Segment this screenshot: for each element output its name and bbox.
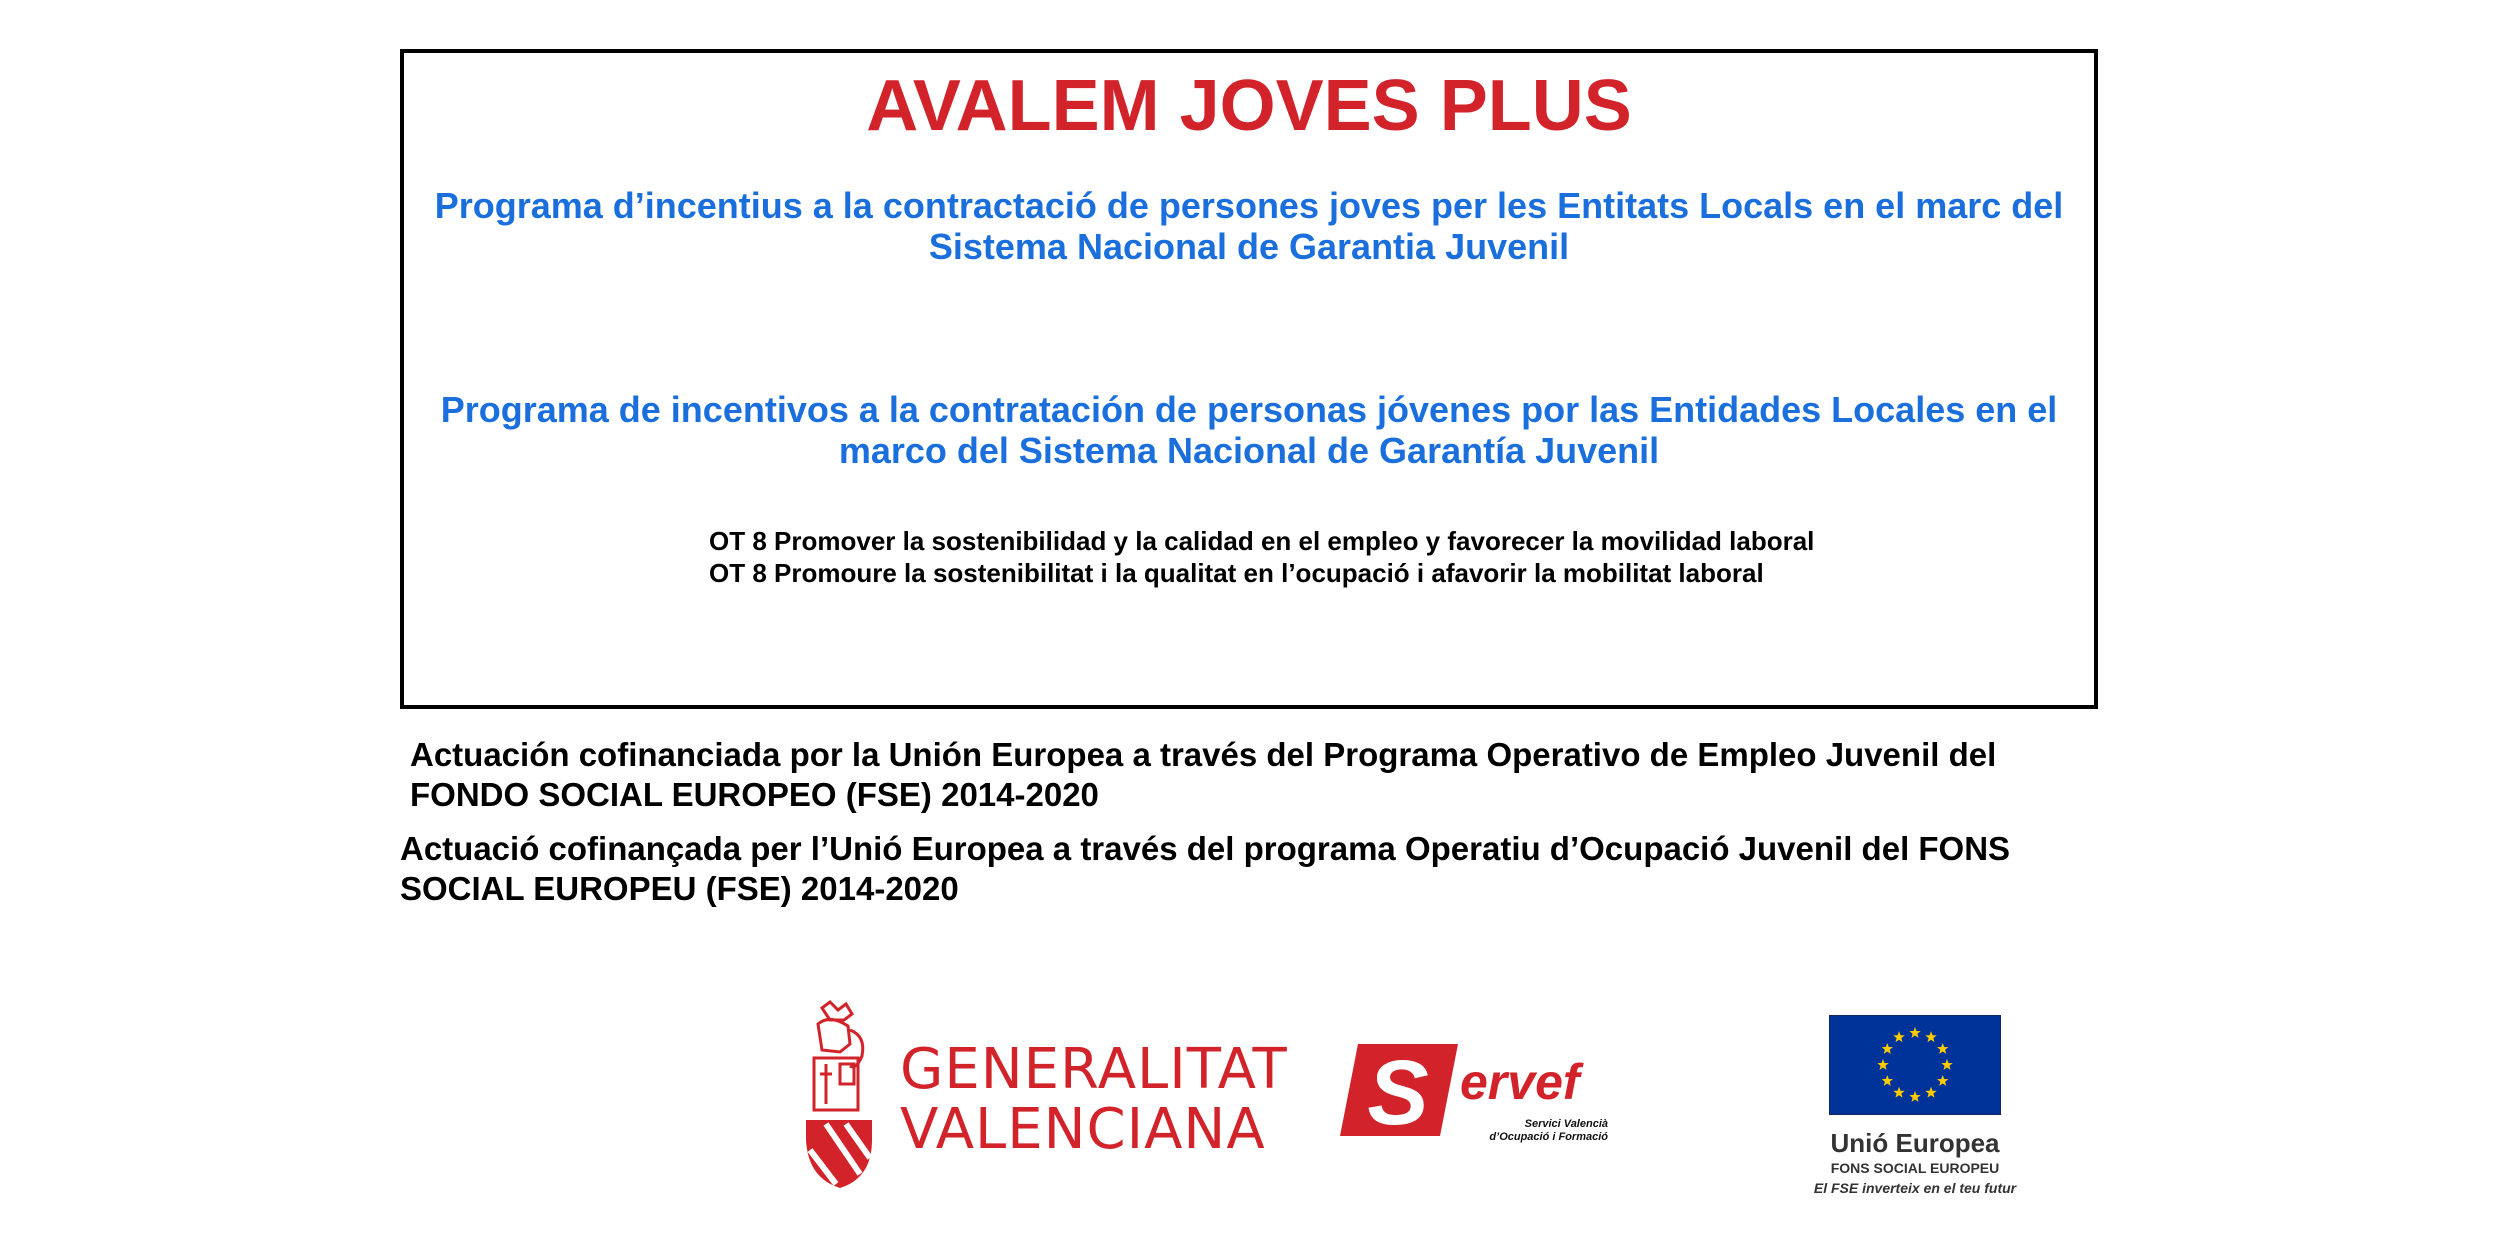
servef-logo-icon [1340, 1040, 1460, 1140]
page-title: AVALEM JOVES PLUS [866, 66, 1632, 146]
servef-word: ervef [1460, 1054, 1580, 1110]
servef-letter: S [1367, 1042, 1429, 1140]
gva-line-2: VALENCIANA [900, 1097, 1266, 1162]
subtitle-catalan: Programa d’incentius a la contractació de persones joves per les Entitats Locals en el marc del Sistema Nacional de Garantia Juvenil [434, 185, 2064, 267]
gva-line-1: GENERALITAT [900, 1037, 1288, 1102]
objective-spanish: OT 8 Promover la sostenibilidad y la calidad en el empleo y favorecer la movilidad laboral [709, 526, 1815, 556]
servef-subtitle-1: Servici Valencià [1524, 1118, 1608, 1130]
program-frame [400, 49, 2098, 709]
eu-flag-icon [1829, 1015, 2001, 1115]
subtitle-spanish: Programa de incentivos a la contratación de personas jóvenes por las Entidades Locales en el marco del Sistema Nacional de Garantía Juvenil [440, 389, 2058, 471]
generalitat-valenciana-logo [800, 1000, 1288, 1190]
cofinancing-catalan: Actuació cofinançada per l’Unió Europea a través del programa Operatiu d’Ocupació Juvenil del FONS SOCIAL EUROPEU (FSE) 2014-2020 [400, 830, 2011, 907]
servef-logo [1340, 1040, 1610, 1150]
eu-slogan: El FSE inverteix en el teu futur [1813, 1180, 2017, 1196]
objective-catalan: OT 8 Promoure la sostenibilitat i la qualitat en l’ocupació i afavorir la mobilitat laboral [709, 558, 1764, 588]
cofinancing-spanish: Actuación cofinanciada por la Unión Europea a través del Programa Operativo de Empleo Juvenil del FONDO SOCIAL EUROPEO (FSE) 2014-2020 [410, 736, 1997, 813]
servef-subtitle-2: d’Ocupació i Formació [1489, 1131, 1608, 1143]
european-union-logo [1780, 1015, 2050, 1200]
eu-name: Unió Europea [1830, 1128, 2000, 1158]
eu-fund: FONS SOCIAL EUROPEU [1830, 1160, 2000, 1176]
gva-coat-of-arms-icon [800, 1000, 880, 1190]
